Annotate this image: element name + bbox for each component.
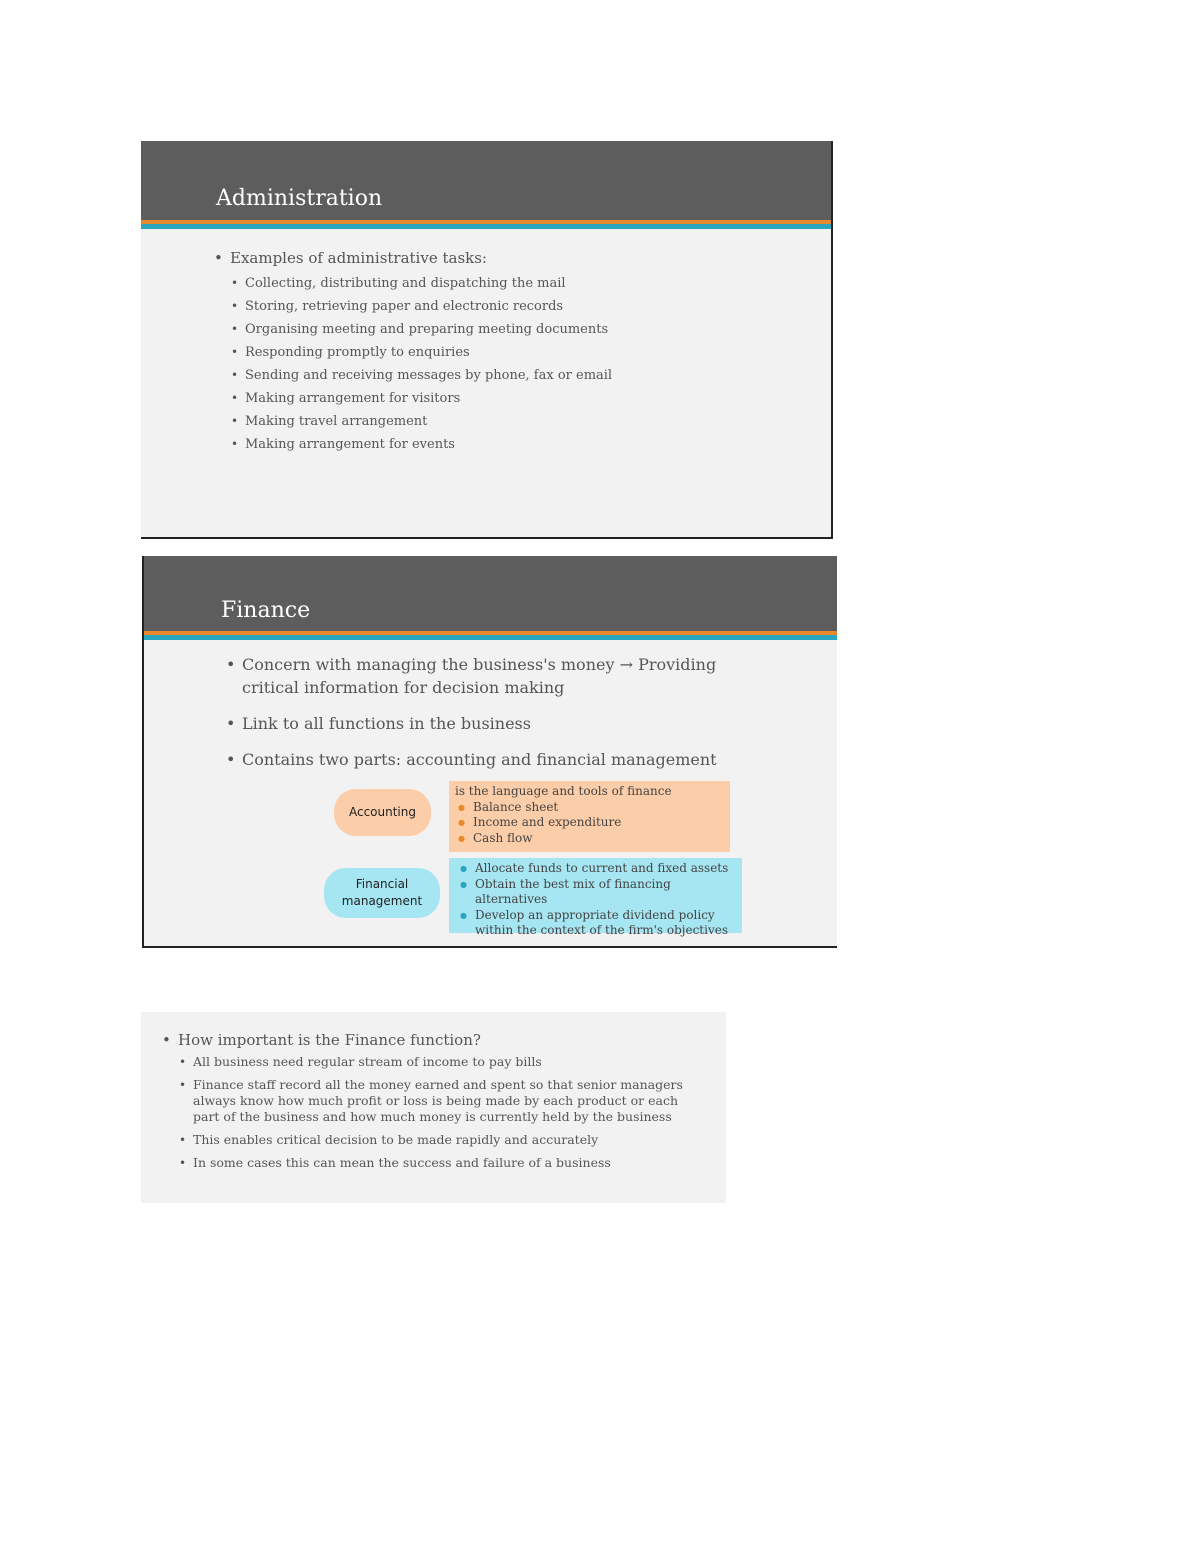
slide-body [226,653,766,784]
sub-bullet: • Making travel arrangement [231,410,612,433]
sub-bullet: • Sending and receiving messages by phone, fax or email [231,364,612,387]
accounting-pill [334,789,431,836]
accounting-item: ● Income and expenditure [455,815,727,831]
slide-header [144,556,837,633]
slide-finance-importance [141,1012,726,1203]
sub-bullet: • All business need regular stream of income to pay bills [179,1054,707,1070]
slide-header [141,141,831,220]
slide-body [162,1029,707,1178]
bullet-item: • Concern with managing the business's money → Providing critical information for decision making [226,653,766,699]
bullet-item: • Link to all functions in the business [226,712,766,735]
accounting-box [449,781,730,852]
bullet-list [226,653,766,771]
slide-finance [142,556,837,948]
accounting-item: ● Cash flow [455,831,727,847]
financial-management-pill [324,868,440,918]
sub-bullet: • In some cases this can mean the success and failure of a business [179,1155,707,1171]
slide-administration [141,141,833,539]
accounting-item: ● Balance sheet [455,800,727,816]
sub-bullet-list [231,272,612,456]
sub-bullet: • Organising meeting and preparing meeting documents [231,318,612,341]
slide-title: Administration [216,186,383,211]
bullet-main: • How important is the Finance function? [162,1029,707,1051]
financial-item: ● Allocate funds to current and fixed assets [457,861,739,877]
sub-bullet: • This enables critical decision to be made rapidly and accurately [179,1132,707,1148]
accounting-heading: is the language and tools of finance [455,784,672,798]
financial-item: ● Develop an appropriate dividend policy within the context of the firm's objectives [457,908,739,939]
financial-item: ● Obtain the best mix of financing alternatives [457,877,739,908]
sub-bullet: • Making arrangement for events [231,433,612,456]
accounting-label: Accounting [348,805,416,819]
bullet-item: • Contains two parts: accounting and financial management [226,748,766,771]
financial-management-label: management [341,894,423,908]
sub-bullet: • Making arrangement for visitors [231,387,612,410]
accent-stripe-blue [141,224,831,229]
sub-bullet: • Collecting, distributing and dispatching the mail [231,272,612,295]
accent-stripe-blue [144,635,837,640]
sub-bullet: • Responding promptly to enquiries [231,341,612,364]
slide-title: Finance [221,598,311,623]
sub-bullet: • Storing, retrieving paper and electronic records [231,295,612,318]
financial-management-label: Financial [355,877,409,891]
sub-bullet-list [179,1054,707,1171]
slide-body [214,247,612,456]
financial-management-box [449,858,742,937]
sub-bullet: • Finance staff record all the money earned and spent so that senior managers always know how much profit or loss is being made by each product or each part of the business and how much money is currently held by the business [179,1077,707,1125]
bullet-main: • Examples of administrative tasks: [214,247,612,269]
